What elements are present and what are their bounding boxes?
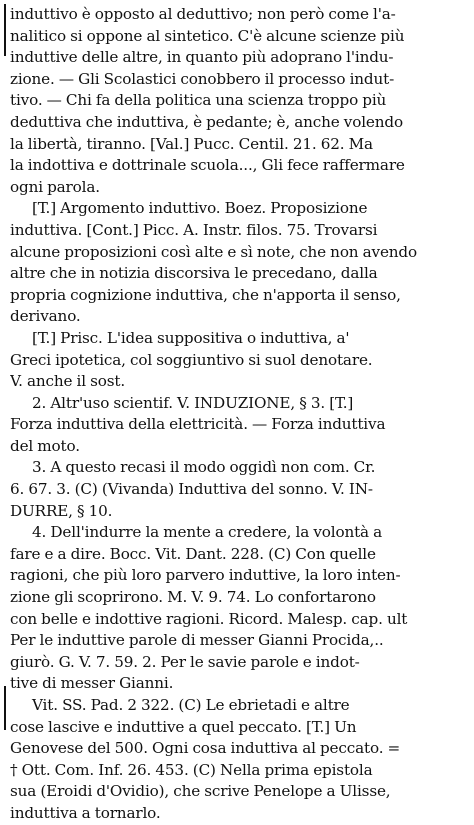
text-line: zione. — Gli Scolastici conobbero il processo indut-: [10, 69, 395, 88]
text-line: sua (Eroidi d'Ovidio), che scrive Penelope a Ulisse,: [10, 782, 391, 801]
text-line: 3. A questo recasi il modo oggidì non com. Cr.: [32, 458, 376, 477]
text-line: tivo. — Chi fa della politica una scienza troppo più: [10, 91, 387, 110]
text-line: del moto.: [10, 436, 80, 455]
text-line: nalitico si oppone al sintetico. C'è alcune scienze più: [10, 26, 405, 45]
text-line: DURRE, § 10.: [10, 501, 113, 520]
text-line: giurò. G. V. 7. 59. 2. Per le savie parole e indot-: [10, 652, 360, 671]
text-line: Per le induttive parole di messer Gianni Procida,..: [10, 631, 384, 650]
dictionary-entry-text: [10, 4, 468, 825]
text-line: 2. Altr'uso scientif. V. INDUZIONE, § 3. [T.]: [32, 393, 354, 412]
text-line: alcune proposizioni così alte e sì note, che non avendo: [10, 242, 417, 261]
text-line: V. anche il sost.: [10, 372, 126, 391]
text-line: 4. Dell'indurre la mente a credere, la volontà a: [32, 523, 383, 542]
text-line: zione gli scoprirono. M. V. 9. 74. Lo confortarono: [10, 588, 376, 607]
text-line: Vit. SS. Pad. 2 322. (C) Le ebrietadi e altre: [32, 696, 350, 714]
text-line: altre che in notizia discorsiva le precedano, dalla: [10, 264, 378, 283]
text-line: induttiva. [Cont.] Picc. A. Instr. filos. 75. Trovarsi: [10, 220, 378, 239]
text-line: 6. 67. 3. (C) (Vivanda) Induttiva del sonno. V. IN-: [10, 480, 373, 499]
margin-rule-top: [4, 4, 6, 56]
text-line: Genovese del 500. Ogni cosa induttiva al peccato. =: [10, 739, 401, 758]
text-line: Greci ipotetica, col soggiuntivo si suol denotare.: [10, 350, 373, 369]
text-line: con belle e indottive ragioni. Ricord. Malesp. cap. ult: [10, 609, 408, 628]
text-line: ogni parola.: [10, 177, 100, 196]
text-line: ragioni, che più loro parvero induttive, la loro inten-: [10, 566, 401, 585]
text-line: cose lascive e induttive a quel peccato. [T.] Un: [10, 717, 357, 736]
text-line: induttivo è opposto al deduttivo; non però come l'a-: [10, 5, 396, 23]
text-line: induttive delle altre, in quanto più adoprano l'indu-: [10, 48, 394, 67]
text-line: Forza induttiva della elettricità. — Forza induttiva: [10, 415, 386, 434]
text-line: † Ott. Com. Inf. 26. 453. (C) Nella prima epistola: [10, 760, 373, 779]
text-line: propria cognizione induttiva, che n'apporta il senso,: [10, 285, 401, 304]
text-line: fare e a dire. Bocc. Vit. Dant. 228. (C) Con quelle: [10, 544, 376, 563]
text-line: la indottiva e dottrinale scuola..., Gli fece raffermare: [10, 156, 405, 175]
text-line: tive di messer Gianni.: [10, 674, 174, 693]
text-line: derivano.: [10, 307, 81, 326]
text-line: la libertà, tiranno. [Val.] Pucc. Centil. 21. 62. Ma: [10, 134, 373, 153]
text-line: [T.] Argomento induttivo. Boez. Proposizione: [32, 199, 368, 218]
text-line: [T.] Prisc. L'idea suppositiva o induttiva, a': [32, 328, 350, 347]
margin-rule-bottom: [4, 686, 6, 730]
text-line: deduttiva che induttiva, è pedante; è, anche volendo: [10, 112, 403, 131]
text-line: induttiva a tornarlo.: [10, 803, 161, 822]
